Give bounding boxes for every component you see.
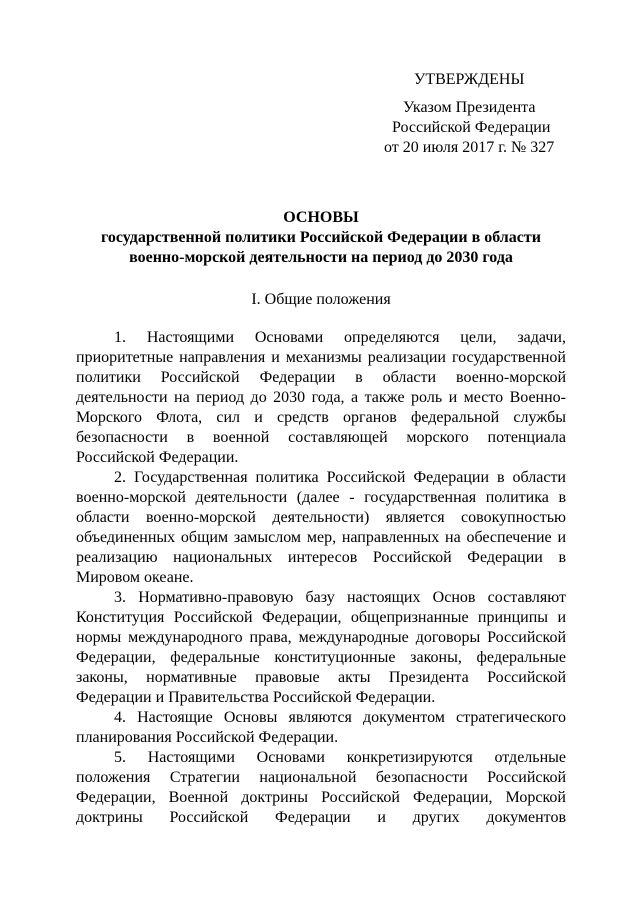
document-title xyxy=(76,208,566,268)
title-subtitle-line2: военно-морской деятельности на период до 2030 года xyxy=(129,249,513,266)
approval-line-decree: Указом Президента xyxy=(403,99,536,116)
paragraph-5: 5. Настоящими Основами конкретизируются отдельные положения Стратегии национальной безопасности Российской Федерации, Военной доктрины Российской Федерации, Морской доктрины Российской Федерации и других документов xyxy=(76,749,566,826)
approval-line-date: от 20 июля 2017 г. № 327 xyxy=(384,139,555,156)
paragraph-4: 4. Настоящие Основы являются документом стратегического планирования Российской Федерации. xyxy=(76,709,566,746)
paragraph-3: 3. Нормативно-правовую базу настоящих Основ составляют Конституция Российской Федерации, общепризнанные принципы и нормы международного права, международные договоры Российской Федерации, федеральные конституционные законы, федеральные законы, нормативные правовые акты Президента Российской Федерации и Правительства Российской Федерации. xyxy=(76,589,566,706)
approval-line-country: Российской Федерации xyxy=(392,119,551,136)
paragraph-1: 1. Настоящими Основами определяются цели, задачи, приоритетные направления и механизмы реализации государственной политики Российской Федерации в области военно-морской деятельности на период до 2030 года, а также роль и место Военно-Морского Флота, сил и средств органов федеральной службы безопасности в военной составляющей морского потенциала Российской Федерации. xyxy=(76,329,566,466)
approval-stamp xyxy=(0,0,640,160)
section-heading: I. Общие положения xyxy=(251,291,391,308)
document-body xyxy=(76,328,566,828)
approval-heading: УТВЕРЖДЕНЫ xyxy=(414,71,525,88)
paragraph-2: 2. Государственная политика Российской Федерации в области военно-морской деятельности (далее - государственная политика в области военно-морской деятельности) является совокупностью объединенных общим замыслом мер, направленных на обеспечение и реализацию национальных интересов Российской Федерации в Мировом океане. xyxy=(76,469,566,586)
title-subtitle-line1: государственной политики Российской Федерации в области xyxy=(101,229,541,246)
title-main: ОСНОВЫ xyxy=(283,209,359,226)
